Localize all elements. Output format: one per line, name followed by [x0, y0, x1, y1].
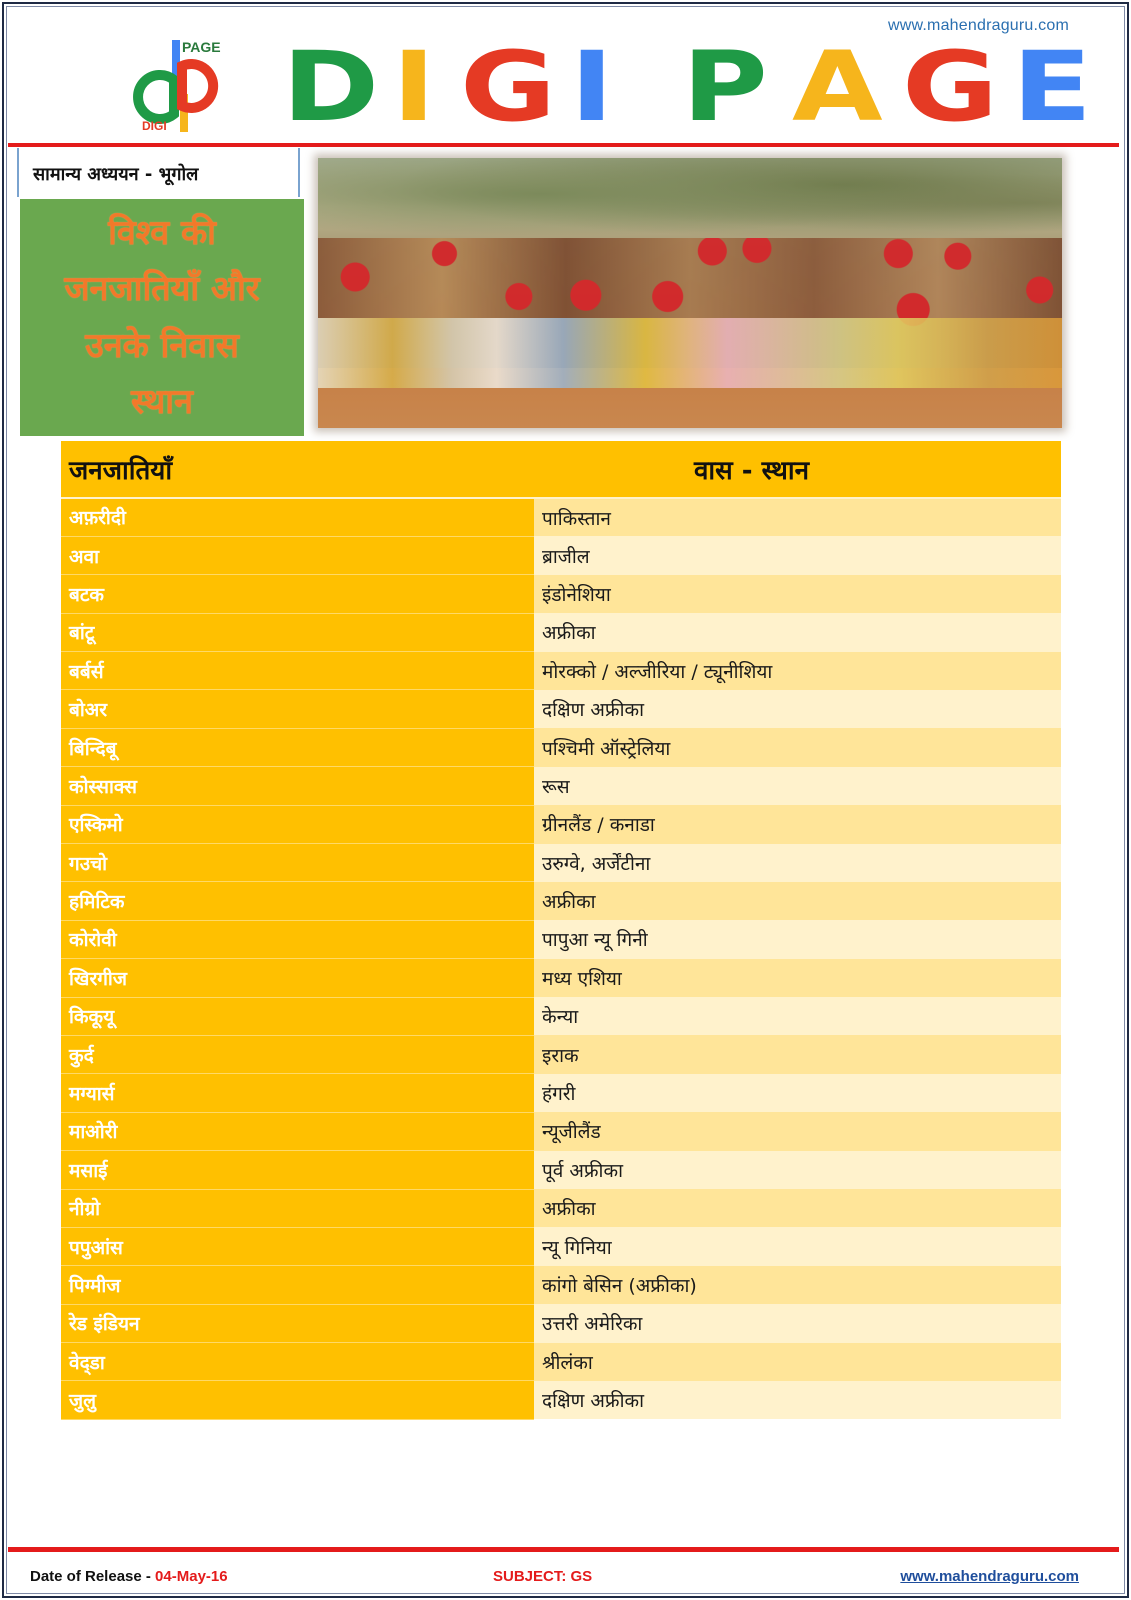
brand-letter: D [282, 31, 380, 143]
tribal-people-photo [318, 158, 1062, 428]
habitat-cell: कांगो बेसिन (अफ्रीका) [534, 1266, 1061, 1304]
habitat-cell: दक्षिण अफ्रीका [534, 1381, 1061, 1419]
table-row [61, 652, 1061, 690]
habitat-cell: अफ्रीका [534, 1189, 1061, 1227]
table-row [61, 959, 1061, 997]
tribe-name-cell: बटक [61, 575, 534, 613]
tribe-name-cell: नीग्रो [61, 1189, 534, 1227]
table-row [61, 1189, 1061, 1227]
table-row [61, 1266, 1061, 1304]
table-row [61, 882, 1061, 920]
tribe-name-cell: बिन्दिबू [61, 728, 534, 766]
tribe-name-cell: खिरगीज [61, 959, 534, 997]
tribe-name-cell: मग्यार्स [61, 1074, 534, 1112]
tribe-name-cell: पिग्मीज [61, 1266, 534, 1304]
table-row [61, 613, 1061, 651]
tribe-name-cell: मसाई [61, 1151, 534, 1189]
subject-label: SUBJECT: GS [493, 1568, 593, 1585]
table-row [61, 690, 1061, 728]
tribes-habitat-table [61, 441, 1061, 1420]
habitat-cell: दक्षिण अफ्रीका [534, 690, 1061, 728]
release-label: Date of Release - [30, 1568, 156, 1585]
habitat-cell: पाकिस्तान [534, 498, 1061, 536]
habitat-cell: उत्तरी अमेरिका [534, 1304, 1061, 1342]
tribe-name-cell: वेद्डा [61, 1343, 534, 1381]
habitat-cell: मध्य एशिया [534, 959, 1061, 997]
table-row [61, 767, 1061, 805]
header-website-link[interactable]: www.mahendraguru.com [888, 17, 1069, 34]
tribe-name-cell: गउचो [61, 844, 534, 882]
habitat-cell: उरुग्वे, अर्जेंटीना [534, 844, 1061, 882]
table-row [61, 920, 1061, 958]
habitat-cell: मोरक्को / अल्जीरिया / ट्यूनीशिया [534, 652, 1061, 690]
table-row [61, 1343, 1061, 1381]
table-row [61, 1112, 1061, 1150]
table-row [61, 1074, 1061, 1112]
tribe-name-cell: कुर्द [61, 1035, 534, 1073]
tribe-name-cell: किकूयू [61, 997, 534, 1035]
habitat-cell: इंडोनेशिया [534, 575, 1061, 613]
tribe-name-cell: कोस्साक्स [61, 767, 534, 805]
table-header-row [61, 441, 1061, 498]
table-row [61, 1304, 1061, 1342]
photo-clothing [318, 318, 1062, 388]
tribe-name-cell: जुलु [61, 1381, 534, 1419]
footer-divider [8, 1547, 1119, 1552]
release-date: 04-May-16 [155, 1568, 228, 1585]
tribe-name-cell: एस्किमो [61, 805, 534, 843]
habitat-cell: पूर्व अफ्रीका [534, 1151, 1061, 1189]
brand-letter: P [682, 31, 768, 143]
table-row [61, 805, 1061, 843]
table-row [61, 728, 1061, 766]
footer-website-link[interactable]: www.mahendraguru.com [900, 1568, 1079, 1585]
table-row [61, 498, 1061, 536]
logo-digi-text: DIGI [142, 119, 167, 133]
habitat-cell: पश्चिमी ऑस्ट्रेलिया [534, 728, 1061, 766]
habitat-cell: न्यूजीलैंड [534, 1112, 1061, 1150]
brand-letter: G [902, 31, 999, 143]
tribe-name-cell: रेड इंडियन [61, 1304, 534, 1342]
habitat-cell: केन्या [534, 997, 1061, 1035]
habitat-cell: रूस [534, 767, 1061, 805]
habitat-cell: हंगरी [534, 1074, 1061, 1112]
footer [30, 1568, 1079, 1590]
dp-logo-icon [120, 36, 260, 136]
brand-letter: A [792, 31, 883, 143]
table-row [61, 1151, 1061, 1189]
tribe-name-cell: हमिटिक [61, 882, 534, 920]
tribe-name-cell: बोअर [61, 690, 534, 728]
tribe-name-cell: अफ़रीदी [61, 498, 534, 536]
tribe-name-cell: माओरी [61, 1112, 534, 1150]
photo-tree-canopy [318, 158, 1062, 248]
brand-letter: G [460, 31, 557, 143]
logo-page-text: PAGE [182, 39, 221, 55]
brand-letter: E [1012, 31, 1093, 143]
topic-title-line: उनके निवास [85, 325, 239, 366]
table-row [61, 997, 1061, 1035]
habitat-cell: पापुआ न्यू गिनी [534, 920, 1061, 958]
table-row [61, 844, 1061, 882]
column-header-habitat: वास - स्थान [534, 441, 1061, 498]
table-row [61, 1381, 1061, 1419]
habitat-cell: ग्रीनलैंड / कनाडा [534, 805, 1061, 843]
topic-title-block [20, 199, 304, 436]
table-row [61, 536, 1061, 574]
habitat-cell: अफ्रीका [534, 613, 1061, 651]
brand-letter: I [570, 31, 614, 143]
topic-title-line: स्थान [131, 381, 193, 422]
table-row [61, 575, 1061, 613]
header-divider [8, 143, 1119, 147]
topic-title-line: विश्व की [108, 213, 216, 254]
tribe-name-cell: बांटू [61, 613, 534, 651]
habitat-cell: इराक [534, 1035, 1061, 1073]
habitat-cell: अफ्रीका [534, 882, 1061, 920]
subject-tab [17, 148, 300, 197]
subject-tab-label: सामान्य अध्ययन - भूगोल [33, 164, 199, 185]
habitat-cell: ब्राजील [534, 536, 1061, 574]
brand-title [282, 31, 1122, 143]
brand-letter: I [392, 31, 436, 143]
column-header-tribes: जनजातियाँ [61, 441, 534, 498]
habitat-cell: न्यू गिनिया [534, 1227, 1061, 1265]
tribe-name-cell: बर्बर्स [61, 652, 534, 690]
table-row [61, 1227, 1061, 1265]
habitat-cell: श्रीलंका [534, 1343, 1061, 1381]
release-info [30, 1568, 228, 1585]
tribe-name-cell: पपुआंस [61, 1227, 534, 1265]
tribe-name-cell: अवा [61, 536, 534, 574]
tribe-name-cell: कोरोवी [61, 920, 534, 958]
topic-title-line: जनजातियाँ और [64, 269, 260, 310]
table-row [61, 1035, 1061, 1073]
